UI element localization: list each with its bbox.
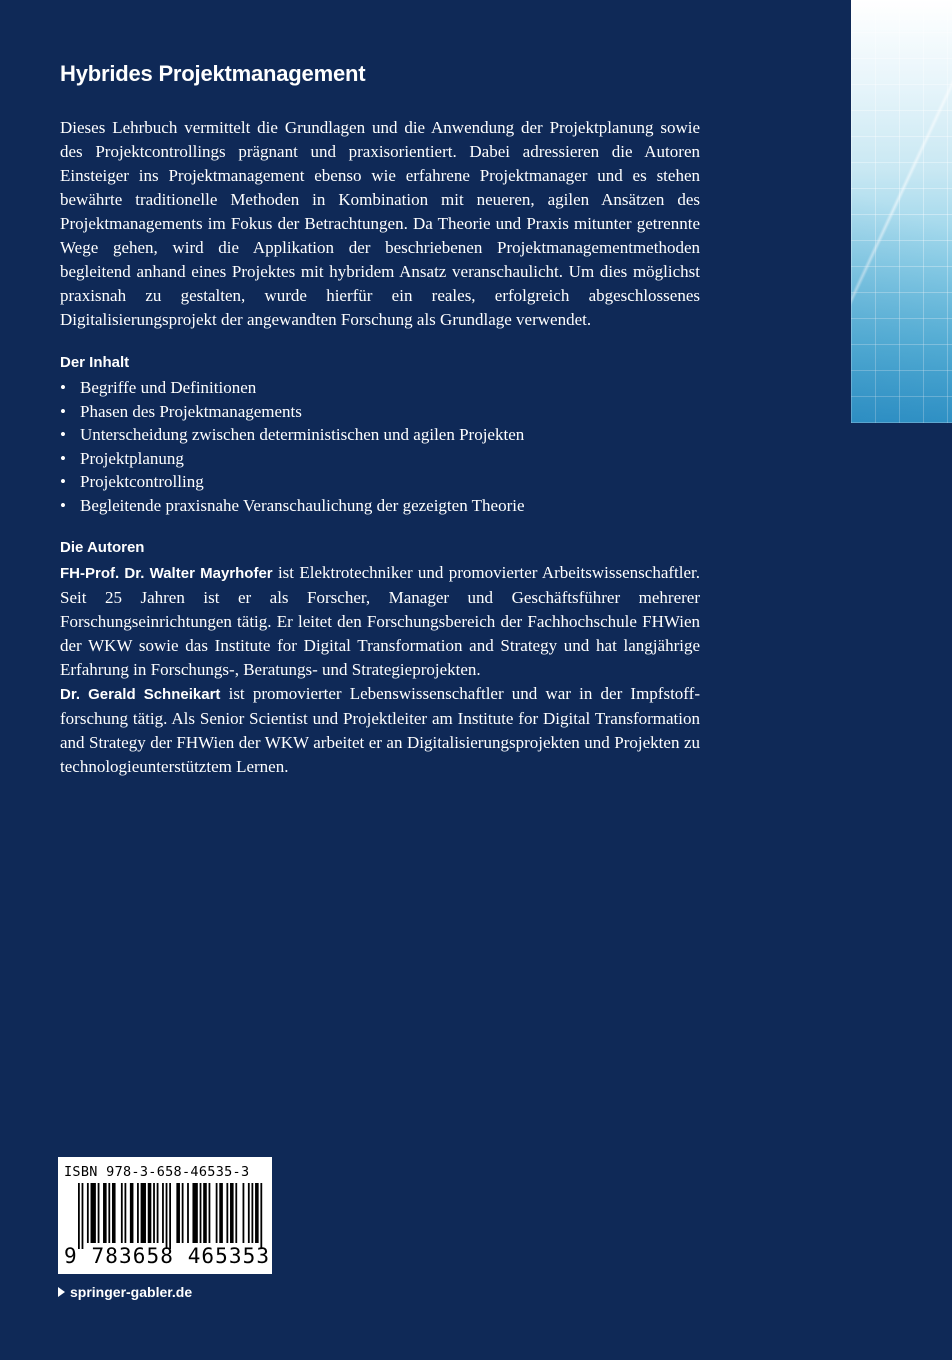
barcode-bar [192, 1183, 197, 1243]
barcode-bar [108, 1183, 110, 1243]
barcode-bar [235, 1183, 237, 1243]
barcode-bar [251, 1183, 253, 1243]
barcode-bar [209, 1183, 211, 1243]
barcode-bar [125, 1183, 127, 1243]
photo-shade [851, 127, 952, 423]
contents-list [60, 376, 700, 517]
list-item [60, 400, 700, 424]
barcode-bar [137, 1183, 139, 1243]
list-item-label: Begleitende praxisnahe Veranschaulichung der gezeigten Theorie [80, 495, 525, 515]
barcode-bar [98, 1183, 100, 1243]
author-description: ist promovierter Lebenswissenschaftler und war in der Impfstoffforschung tätig. Als Senior Scientist und Projektleiter am Institute for Digital Transformation and Strategy der FHWien der WKW arbeitet er an Digitalisierungsprojekten und Projekten zu technologieunterstütztem Lernen. [60, 684, 700, 776]
barcode-bar [166, 1183, 168, 1249]
intro-paragraph: Dieses Lehrbuch vermittelt die Grundlagen und die Anwendung der Projektplanung sowie des Projektcontrollings prägnant und praxisorientiert. Dabei adressieren die Autoren Einsteiger ins Projektmanagement ebenso wie erfahrene Projektmanager und es stehen bewährte traditionelle Methoden in Kombination mit neueren, agilen Ansätzen des Projektmanagements im Fokus der Betrachtungen. Da Theorie und Praxis mitunter getrennte Wege gehen, wird die Applikation der beschriebenen Projektmanagementmethoden begleitend anhand eines Projektes mit hybridem Ansatz veranschaulicht. Um dies möglichst praxisnah zu gestalten, wurde hierfür ein reales, erfolgreich abgeschlossenes Digitalisierungsprojekt der angewandten Forschung als Grundlage verwendet. [60, 118, 700, 329]
barcode-bar [162, 1183, 164, 1243]
author-name: Dr. Gerald Schneikart [60, 686, 221, 703]
cover-photo [851, 0, 952, 423]
barcode-bar [176, 1183, 180, 1243]
barcode-bar [226, 1183, 228, 1243]
isbn-label: ISBN 978-3-658-46535-3 [64, 1164, 250, 1180]
barcode-bar [216, 1183, 218, 1243]
isbn-barcode [58, 1157, 272, 1274]
barcode-bar [200, 1183, 202, 1243]
list-item [60, 447, 700, 471]
barcode-bar [91, 1183, 96, 1243]
barcode-bar [121, 1183, 123, 1243]
barcode-bar [153, 1183, 155, 1243]
author-name: FH-Prof. Dr. Walter Mayrhofer [60, 565, 273, 582]
back-cover-content [60, 58, 700, 779]
barcode-bar [82, 1183, 84, 1249]
barcode-bar [219, 1183, 223, 1243]
author-description: ist Elektrotechniker und promovierter Arbeitswissenschaftler. Seit 25 Jahren ist er als Forscher, Manager und Geschäftsführer mehrerer Forschungseinrichtungen tätig. Er leitet den Forschungsbereich der Fachhochschule FHWien der WKW sowie das Institute for Digital Transformation and Strategy und hat langjährige Erfahrung in Forschungs-, Beratungs- und Strategieprojekten. [60, 563, 700, 679]
bullet-icon: • [60, 472, 66, 491]
barcode-bar [103, 1183, 107, 1243]
barcode-bar [78, 1183, 80, 1249]
barcode-bar [169, 1183, 171, 1249]
barcode-bar [248, 1183, 250, 1243]
barcode-bar [243, 1183, 245, 1243]
barcode-bar [148, 1183, 152, 1243]
website-label: springer-gabler.de [70, 1284, 193, 1300]
bullet-icon: • [60, 448, 66, 468]
barcode-bar [157, 1183, 159, 1243]
barcode-bar [255, 1183, 259, 1243]
bullet-icon: • [60, 401, 66, 421]
list-item-label: Begriffe und Definitionen [80, 378, 257, 397]
barcode-bar [112, 1183, 116, 1243]
barcode-bars [78, 1183, 264, 1249]
authors-heading: Die Autoren [60, 539, 145, 556]
barcode-bar [182, 1183, 184, 1243]
barcode-bar [87, 1183, 89, 1243]
barcode-bar [203, 1183, 207, 1243]
list-item-label: Unterscheidung zwischen deterministischen und agilen Projekten [80, 425, 525, 444]
list-item [60, 470, 700, 494]
list-item-label: Projektcontrolling [80, 472, 204, 491]
barcode-bar [260, 1183, 262, 1249]
barcode-bar [130, 1183, 134, 1243]
barcode-bar [230, 1183, 234, 1243]
author-bio [60, 561, 700, 682]
barcode-bar [141, 1183, 146, 1243]
list-item [60, 423, 700, 447]
bullet-icon: • [60, 378, 66, 397]
ean-digits: 9 783658 465353 [64, 1244, 271, 1268]
bullet-icon: • [60, 425, 66, 444]
list-item [60, 376, 700, 400]
bullet-icon: • [60, 495, 66, 515]
arrow-right-icon [58, 1287, 65, 1297]
list-item-label: Projektplanung [80, 448, 184, 468]
barcode-bar [187, 1183, 189, 1243]
list-item [60, 494, 700, 518]
website-link[interactable] [58, 1282, 192, 1302]
author-bio [60, 682, 700, 779]
list-item-label: Phasen des Projektmanagements [80, 401, 302, 421]
book-title: Hybrides Projektmanagement [60, 61, 366, 86]
contents-heading: Der Inhalt [60, 354, 130, 371]
